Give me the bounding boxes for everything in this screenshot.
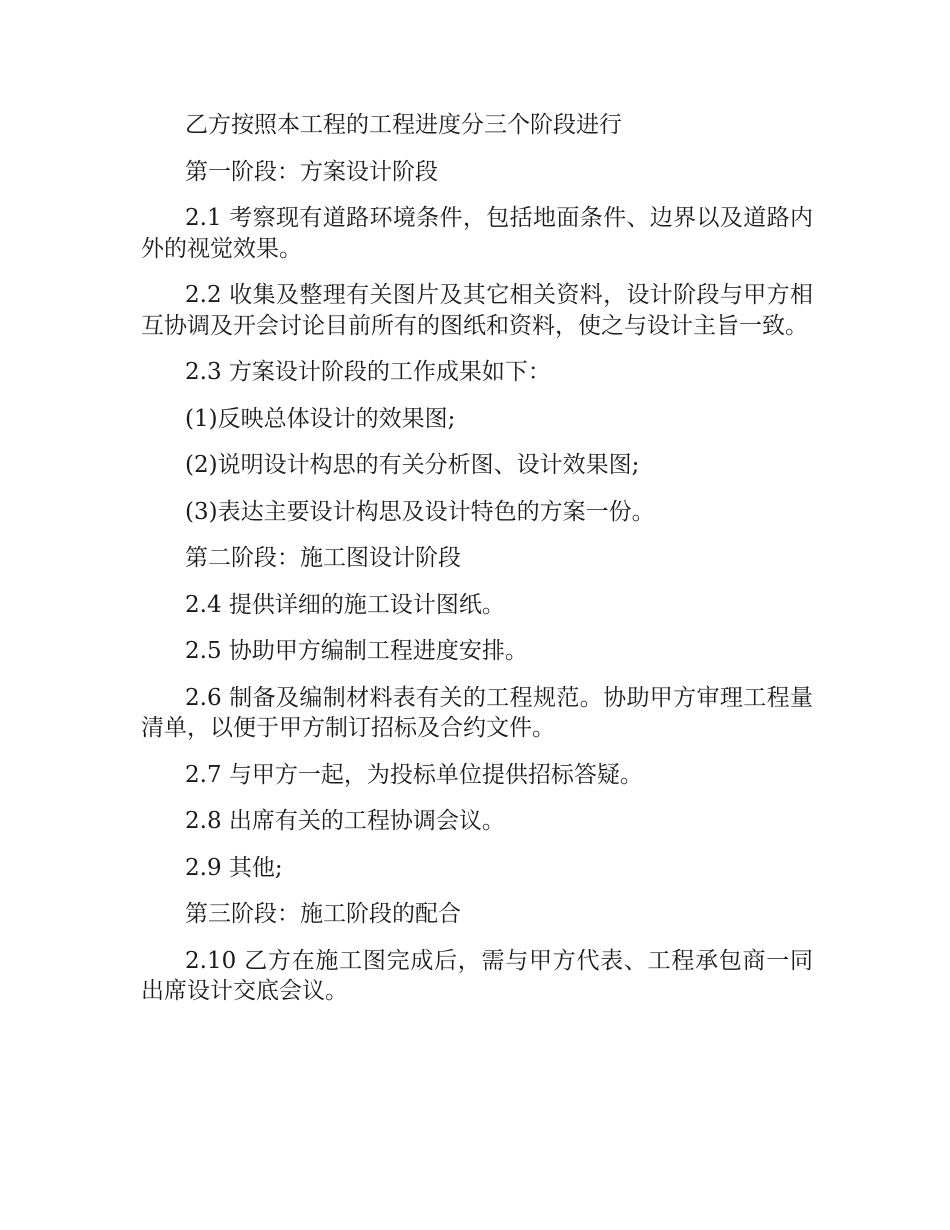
document-body [141,110,813,1023]
clause-2-5: 2.5 协助甲方编制工程进度安排。 [185,638,528,664]
clause-2-8: 2.8 出席有关的工程协调会议。 [185,808,505,834]
list-item-2: (2)说明设计构思的有关分析图、设计效果图; [185,452,640,478]
clause-2-3: 2.3 方案设计阶段的工作成果如下： [185,359,551,385]
list-item-1: (1)反映总体设计的效果图; [185,405,456,432]
clause-2-10: 2.10 乙方在施工图完成后，需与甲方代表、工程承包商一同出席设计交底会议。 [141,947,813,1004]
clause-2-6: 2.6 制备及编制材料表有关的工程规范。协助甲方审理工程量清单，以便于甲方制订招标及合约文件。 [141,684,813,741]
list-item-3: (3)表达主要设计构思及设计特色的方案一份。 [185,498,655,525]
clause-2-1: 2.1 考察现有道路环境条件，包括地面条件、边界以及道路内外的视觉效果。 [141,205,813,262]
clause-2-4: 2.4 提供详细的施工设计图纸。 [185,591,505,618]
clause-2-7: 2.7 与甲方一起，为投标单位提供招标答疑。 [185,761,643,788]
clause-2-2: 2.2 收集及整理有关图片及其它相关资料，设计阶段与甲方相互协调及开会讨论目前所有的图纸和资料，使之与设计主旨一致。 [141,282,813,339]
stage-two-heading: 第二阶段：施工图设计阶段 [185,545,461,571]
stage-three-heading: 第三阶段：施工阶段的配合 [185,901,461,927]
clause-2-9: 2.9 其他; [185,854,283,881]
stage-one-heading: 第一阶段：方案设计阶段 [185,158,438,185]
intro-paragraph: 乙方按照本工程的工程进度分三个阶段进行 [185,112,622,138]
